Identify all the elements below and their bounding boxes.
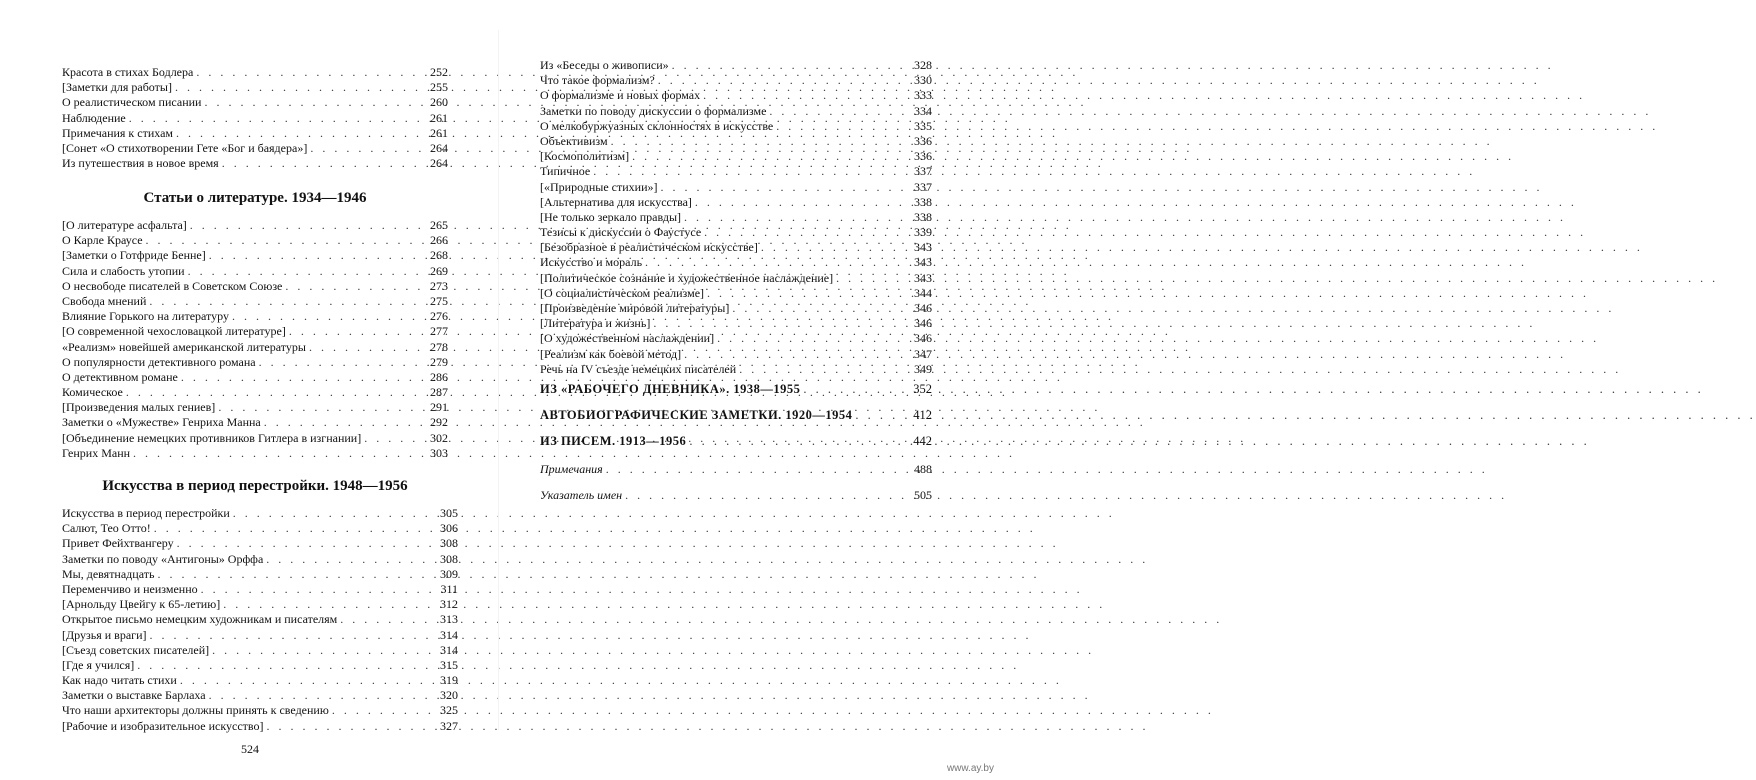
dot-leader [769,104,907,119]
entry-page-number: 255 [430,80,448,95]
entry-page-number: 343 [914,255,932,270]
dot-leader [137,658,433,673]
dot-leader [803,376,907,402]
entry-title: О детективном романе [62,369,178,384]
entry-page-number: 265 [430,218,448,232]
dot-leader [707,286,907,301]
entry-title: Искусство и мораль [540,255,643,270]
entry-page-number: 312 [440,597,458,612]
dot-leader [177,536,433,551]
dot-leader [157,567,433,582]
dot-leader [645,255,907,270]
dot-leader [181,370,423,385]
toc-entry [62,521,458,536]
page-gutter [498,30,499,730]
dot-leader [176,126,423,141]
toc-entry [62,80,448,95]
entry-title: Переменчиво и неизменно [62,581,198,596]
toc-entry [62,218,448,233]
entry-title: Как надо читать стихи [62,673,177,688]
entry-title: Что наши архитекторы должны принять к сведению [62,703,329,718]
entry-page-number: 505 [914,488,932,502]
entry-page-number: 320 [440,688,458,703]
entry-title: [Космополитизм] [540,149,630,164]
toc-entry [540,271,932,286]
entry-title: О реалистическом писании [62,95,202,110]
dot-leader [632,149,907,164]
entry-page-number: 315 [440,657,458,672]
dot-leader [364,431,423,446]
entry-page-number: 269 [430,263,448,278]
toc-entry [62,264,448,279]
entry-page-number: 264 [430,140,448,155]
toc-entry [540,58,932,73]
dot-leader [232,309,423,324]
entry-title: Красота в стихах Бодлера [62,65,194,79]
entry-title: [О социалистическом реализме] [540,285,705,300]
entry-page-number: 261 [430,125,448,140]
entry-page-number: 336 [914,133,932,148]
entry-page-number: 333 [914,88,932,103]
entry-title: [Сонет «О стихотворении Гете «Бог и баядера»] [62,140,308,155]
entry-title: Свобода мнений [62,293,147,308]
toc-entry [540,164,932,179]
entry-page-number: 339 [914,225,932,240]
dot-leader [761,240,907,255]
toc-entry [62,431,448,446]
toc-entry [540,104,932,119]
entry-title: [Политическое сознание и художественное наслаждение] [540,270,834,285]
section-heading: Статьи о литературе. 1934—1946 [143,190,367,206]
entry-page-number: 314 [440,627,458,642]
dot-leader [149,294,423,309]
entry-title: Сила и слабость утопии [62,263,185,278]
entry-title: [О современной чехословацкой литературе] [62,324,286,339]
dot-leader [658,73,907,88]
entry-page-number: 279 [430,354,448,369]
dot-leader [266,552,433,567]
entry-title: [Заметки для работы] [62,80,172,95]
entry-page-number: 347 [914,346,932,361]
dot-leader [704,225,907,240]
entry-title: [О художественном наслаждении] [540,331,715,346]
entry-page-number: 338 [914,194,932,209]
toc-entry [62,688,458,703]
entry-title: Что такое формализм? [540,73,655,88]
entry-page-number: 266 [430,233,448,248]
entry-page-number: 334 [914,103,932,118]
toc-entry [62,340,448,355]
dot-leader [154,521,433,536]
dot-leader [180,673,433,688]
entry-page-number: 412 [913,408,932,422]
entry-title: Из путешествия в новое время [62,156,219,171]
entry-title: Влияние Горького на литературу [62,309,229,324]
toc-entry [62,415,448,430]
right-page [500,0,1000,780]
dot-leader [146,233,423,248]
toc-entry [62,506,458,521]
dot-leader [684,210,907,225]
entry-title: [О литературе асфальта] [62,218,187,232]
dot-leader [204,95,423,110]
dot-leader [836,271,907,286]
entry-page-number: 346 [914,331,932,346]
dot-leader [593,164,907,179]
toc-entry [62,597,458,612]
entry-page-number: 291 [430,400,448,415]
entry-title: Заметки по поводу дискуссии о формализме [540,103,767,118]
toc-entry [540,362,932,377]
entry-page-number: 273 [430,278,448,293]
toc-entry [62,111,448,126]
toc-entry [62,279,448,294]
entry-title: [Произведения малых гениев] [62,400,216,415]
toc-list [62,218,448,461]
entry-page-number: 275 [430,293,448,308]
dot-leader [717,331,907,346]
toc-entry [540,376,932,402]
dot-leader [695,195,907,210]
entry-title: [Реализм как боевой метод] [540,346,682,361]
entry-page-number: 343 [914,270,932,285]
dot-leader [332,703,433,718]
dot-leader [150,628,433,643]
toc-entry [540,331,932,346]
entry-title: Тезисы к дискуссии о Фаустусе [540,225,702,240]
entry-title: Типичное [540,164,591,179]
toc-major-list [540,376,932,454]
entry-page-number: 302 [430,430,448,445]
entry-title: [Произведение мировой литературы] [540,301,730,315]
toc-entry [62,612,458,627]
entry-page-number: 343 [914,240,932,255]
entry-page-number: 338 [914,209,932,224]
toc-entry [62,673,458,688]
toc-entry [62,233,448,248]
dot-leader [259,355,423,370]
left-page [0,0,500,780]
entry-page-number: 305 [440,506,458,520]
entry-page-number: 252 [430,65,448,79]
dot-leader [289,324,423,339]
toc-entry [62,567,458,582]
entry-page-number: 308 [440,536,458,551]
entry-title: [Друзья и враги] [62,627,147,642]
entry-page-number: 488 [914,462,932,476]
toc-entry [62,294,448,309]
toc-entry [62,552,458,567]
entry-page-number: 325 [440,703,458,718]
entry-page-number: 346 [914,316,932,331]
entry-page-number: 327 [440,718,458,733]
dot-leader [267,719,434,734]
entry-page-number: 308 [440,551,458,566]
entry-title: О мелкобуржуазных склонностях в искусстве [540,118,774,133]
entry-page-number: 346 [914,301,932,315]
entry-title: [«Природные стихии»] [540,179,658,194]
toc-entry [540,88,932,103]
toc-entry [540,210,932,225]
entry-page-number: 328 [914,58,932,72]
toc-entry [540,255,932,270]
entry-page-number: 268 [430,248,448,263]
dot-leader [739,362,907,377]
entry-title: [Не только зеркало правды] [540,209,682,224]
toc-entry [62,248,448,263]
toc-entry [540,428,932,454]
dot-leader [209,688,433,703]
toc-entry [62,385,448,400]
toc-entry [540,119,932,134]
entry-title: Наблюдение [62,110,126,125]
entry-title: Открытое письмо немецким художникам и писателям [62,612,338,627]
entry-title: [Где я учился] [62,657,135,672]
dot-leader [309,340,423,355]
toc-entry [62,719,458,734]
toc-entry [62,126,448,141]
entry-title: Салют, Тео Отто! [62,521,151,536]
toc-entry [62,643,458,658]
toc-entry [62,65,448,80]
watermark: www.ay.by [946,763,994,774]
toc-entry [540,73,932,88]
dot-leader [188,264,423,279]
toc-entry [62,446,448,461]
dot-leader [129,111,423,126]
dot-leader [703,88,907,103]
entry-page-number: 349 [914,361,932,376]
dot-leader [689,428,907,454]
toc-entry [62,156,448,171]
dot-leader [732,301,907,316]
entry-page-number: 336 [914,149,932,164]
toc-entry [540,195,932,210]
dot-leader [606,456,907,482]
entry-title: [Литература и жизнь] [540,316,651,331]
toc-entry [540,456,932,482]
dot-leader [776,119,907,134]
toc-entry [540,316,932,331]
entry-page-number: 313 [440,612,458,627]
entry-title: Заметки о выставке Барлаха [62,688,206,703]
entry-page-number: 276 [430,309,448,324]
entry-title: АВТОБИОГРАФИЧЕСКИЕ ЗАМЕТКИ. 1920—1954 [540,408,853,422]
toc-entry [62,703,458,718]
toc-entry [62,582,458,597]
entry-title: Заметки по поводу «Антигоны» Орффа [62,551,264,566]
entry-title: [Объединение немецких противников Гитлера в изгнании] [62,430,362,445]
entry-title: О Карле Краусе [62,233,143,248]
dot-leader [310,141,423,156]
entry-page-number: 344 [914,285,932,300]
entry-page-number: 261 [430,110,448,125]
entry-title: Комическое [62,385,123,400]
entry-title: Примечания к стихам [62,125,174,140]
dot-leader [126,385,423,400]
entry-page-number: 309 [440,566,458,581]
entry-title: «Реализм» новейшей американской литературы [62,339,306,354]
entry-page-number: 337 [914,164,932,179]
entry-title: [Рабочие и изобразительное искусство] [62,718,264,733]
dot-leader [218,400,423,415]
entry-title: Генрих Манн [62,445,131,460]
entry-title: Привет Фейхтвангеру [62,536,174,551]
entry-page-number: 278 [430,339,448,354]
entry-page-number: 442 [913,434,932,448]
page-number: 524 [241,742,259,756]
dot-leader [196,65,423,80]
toc-entry [540,180,932,195]
entry-title: Заметки о «Мужестве» Генриха Манна [62,415,261,430]
dot-leader [625,482,907,508]
toc-entry [62,309,448,324]
entry-title: Из «Беседы о живописи» [540,58,669,72]
entry-title: [Безобразное в реалистическом искусстве] [540,240,758,255]
toc-list [62,65,448,171]
toc-entry [540,286,932,301]
entry-page-number: 260 [430,95,448,110]
toc-entry [540,402,932,428]
toc-entry [540,149,932,164]
dot-leader [285,279,423,294]
entry-title: Искусства в период перестройки [62,506,230,520]
entry-title: Указатель имен [540,488,623,502]
toc-entry [540,240,932,255]
dot-leader [855,402,907,428]
entry-title: [Съезд советских писателей] [62,642,210,657]
entry-page-number: 287 [430,385,448,400]
dot-leader [611,134,907,149]
entry-page-number: 314 [440,642,458,657]
entry-page-number: 286 [430,369,448,384]
entry-page-number: 277 [430,324,448,339]
dot-leader [190,218,423,233]
entry-title: [Заметки о Готфриде Бенне] [62,248,206,263]
entry-page-number: 352 [913,382,932,396]
dot-leader [212,643,433,658]
dot-leader [201,582,433,597]
toc-entry [540,301,932,316]
entry-page-number: 292 [430,415,448,430]
entry-title: [Альтернатива для искусства] [540,194,692,209]
entry-title: О популярности детективного романа [62,354,256,369]
entry-page-number: 264 [430,156,448,171]
toc-list [540,58,932,377]
dot-leader [340,612,433,627]
dot-leader [672,58,907,73]
toc-entry [62,628,458,643]
dot-leader [264,415,423,430]
entry-page-number: 337 [914,179,932,194]
dot-leader [133,446,423,461]
dot-leader [209,248,423,263]
dot-leader [684,347,907,362]
entry-title: ИЗ «РАБОЧЕГО ДНЕВНИКА». 1938—1955 [540,382,801,396]
entry-page-number: 311 [440,581,458,596]
entry-title: ИЗ ПИСЕМ. 1913—1956 [540,434,687,448]
dot-leader [222,156,423,171]
dot-leader [175,80,423,95]
toc-entry [540,134,932,149]
entry-page-number: 303 [430,445,448,460]
toc-entry [62,355,448,370]
entry-title: Мы, девятнадцать [62,566,155,581]
entry-page-number: 330 [914,73,932,88]
entry-title: О несвободе писателей в Советском Союзе [62,278,283,293]
entry-title: [Арнольду Цвейгу к 65-летию] [62,597,221,612]
entry-title: Примечания [540,462,603,476]
toc-entry [540,347,932,362]
toc-entry [540,225,932,240]
section-heading: Искусства в период перестройки. 1948—1956 [102,478,408,494]
toc-entry [62,141,448,156]
toc-entry [540,482,932,508]
entry-page-number: 306 [440,521,458,536]
entry-title: О формализме и новых формах [540,88,701,103]
toc-entry [62,95,448,110]
toc-list [62,506,458,734]
dot-leader [653,316,907,331]
dot-leader [661,180,908,195]
toc-entry [62,658,458,673]
entry-page-number: 335 [914,118,932,133]
entry-title: Речь на IV съезде немецких писателей [540,361,737,376]
toc-entry [62,400,448,415]
toc-entry [62,536,458,551]
entry-title: Объективизм [540,133,608,148]
dot-leader [233,506,433,521]
toc-entry [62,370,448,385]
toc-appendix-list [540,456,932,508]
toc-entry [62,324,448,339]
entry-page-number: 319 [440,673,458,688]
dot-leader [223,597,433,612]
